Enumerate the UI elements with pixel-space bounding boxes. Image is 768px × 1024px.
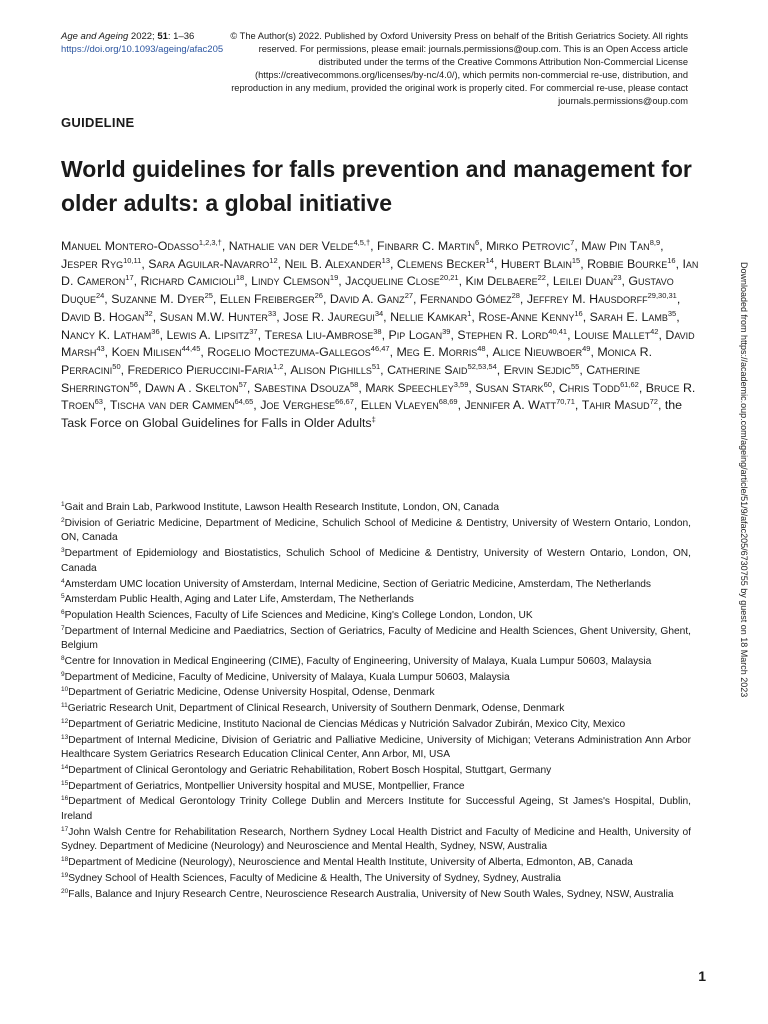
author-name: Mirko Petrovic [486, 239, 571, 253]
author-affiliation-marker: 16 [574, 308, 583, 318]
affiliation-item [61, 795, 691, 824]
author-affiliation-marker: 50 [112, 361, 121, 371]
author-name: Frederico Pieruccini-Faria [127, 362, 273, 377]
author-name: Ellen Vlaeyen [360, 398, 439, 413]
author-affiliation-marker: 28 [511, 291, 520, 301]
author-name: Tahir Masud [581, 398, 650, 413]
affiliation-number: 8 [61, 655, 65, 663]
affiliation-text: Department of Medicine, Faculty of Medicine, University of Malaya, Kuala Lumpur 50603, Malaysia [64, 671, 510, 683]
author-affiliation-marker: 26 [314, 291, 323, 301]
author-affiliation-marker: 46,47 [370, 344, 390, 354]
author-affiliation-marker: 58 [349, 379, 359, 389]
affiliation-number: 17 [61, 825, 69, 833]
affiliation-item [61, 718, 691, 733]
author-affiliation-marker: 70,71 [556, 397, 575, 407]
author-name: Chris Todd [558, 380, 621, 395]
affiliation-number: 7 [61, 624, 65, 632]
author-name: Louise Mallet [573, 327, 651, 342]
affiliation-text: Department of Geriatric Medicine, Instituto Nacional de Ciencias Médicas y Nutrición Salvador Zubirán, Mexico City, Mexico [68, 718, 626, 730]
journal-name: Age and Ageing [61, 31, 129, 42]
affiliation-number: 6 [61, 608, 65, 616]
affiliation-item [61, 702, 691, 717]
doi-link[interactable]: https://doi.org/10.1093/ageing/afac205 [61, 44, 224, 55]
author-name: Ellen Freiberger [219, 292, 315, 307]
author-name: Stephen R. Lord [457, 327, 549, 342]
author-name: Jeffrey M. Hausdorff [526, 292, 648, 307]
author-name: Rose-Anne Kenny [478, 309, 575, 324]
author-name: Richard Camicioli [140, 274, 236, 289]
author-name: Catherine Sherrington [61, 362, 641, 395]
author-affiliation-marker: 48 [477, 344, 486, 354]
author-name: Dawn A . Skelton [144, 380, 239, 395]
affiliation-number: 3 [61, 547, 65, 555]
author-affiliation-marker: 1,2,3,† [198, 238, 222, 247]
author-affiliation-marker: 33 [267, 308, 277, 318]
affiliation-number: 10 [61, 686, 69, 694]
author-affiliation-marker: 24 [95, 291, 105, 301]
affiliation-number: 4 [61, 577, 65, 585]
author-affiliation-marker: 1 [467, 308, 472, 318]
affiliation-item [61, 780, 691, 795]
page-number: 1 [698, 968, 706, 984]
author-affiliation-marker: 19 [329, 273, 339, 283]
affiliation-text: Department of Medicine (Neurology), Neuroscience and Mental Health Institute, University of Alberta, Edmonton, AB, Canada [68, 857, 633, 869]
author-name: Lewis A. Lipsitz [166, 327, 250, 342]
journal-citation [61, 30, 223, 56]
affiliation-text: Division of Geriatric Medicine, Department of Medicine, Schulich School of Medicine & Dentistry, University of Western Ontario, London, ON, Canada [61, 517, 691, 544]
author-affiliation-marker: 51 [371, 361, 381, 371]
affiliation-item [61, 517, 691, 546]
author-affiliation-marker: 43 [96, 344, 105, 354]
author-affiliation-marker: 37 [249, 326, 258, 336]
author-name: Suzanne M. Dyer [111, 292, 205, 307]
affiliation-item [61, 888, 691, 903]
author-affiliation-marker: 17 [125, 273, 134, 283]
affiliation-text: Department of Medical Gerontology Trinity College Dublin and Mercers Institute for Successful Ageing, St James's Hospital, Dublin, Ireland [61, 796, 691, 823]
author-affiliation-marker: 6 [475, 238, 480, 247]
author-name: Monica R. Perracini [61, 345, 653, 377]
affiliation-item [61, 764, 691, 779]
author-name: Alison Pighills [290, 362, 372, 377]
affiliation-item [61, 609, 691, 624]
affiliation-item [61, 625, 691, 654]
author-name: Gustavo Duque [61, 274, 674, 307]
affiliation-text: Gait and Brain Lab, Parkwood Institute, Lawson Health Research Institute, London, ON, Canada [64, 502, 499, 513]
author-name: Nancy K. Latham [61, 327, 152, 342]
author-list: Manuel Montero-Odasso$^{1,2,3,\dagger}$, Nathalie van der Velde$^{4,5,\dagger}$, Finbarr C. Martin$^6$, Mirko Petrovic$^7$, Maw Pin Tan$^{8,9}$, Jesper Ryg$^{10,11}$, Sara Aguilar-Navarro$^{12}$, Neil B. Alexander$^{13}$, Clemens Becker$^{14}$, Hubert Blain$^{15}$, Robbie Bourke$^{16}$, Ian D. Cameron$^{17}$, Richard Camicioli$^{18}$, Lindy Clemson$^{19}$, Jacqueline Close$^{20,21}$, Kim Delbaere$^{22}$, Leilei Duan$^{23}$, Gustavo Duque$^{24}$, Suzanne M. Dyer$^{25}$, Ellen Freiberger$^{26}$, David A. Ganz$^{27}$, Fernando Gómez$^{28}$, Jeffrey M. Hausdorff$^{29,30,31}$, David B. Hogan$^{32}$, Susan M.W. Hunter$^{33}$, Jose R. Jauregui$^{34}$, Nellie Kamkar$^1$, Rose-Anne Kenny$^{16}$, Sarah E. Lamb$^{35}$, Nancy K. Latham$^{36}$, Lewis A. Lipsitz$^{37}$, Teresa Liu-Ambrose$^{38}$, Pip Logan$^{39}$, Stephen R. Lord$^{40,41}$, Louise Mallet$^{42}$, David Marsh$^{43}$, Koen Milisen$^{44,45}$, Rogelio Moctezuma-Gallegos$^{46,47}$, Meg E. Morris$^{48}$, Alice Nieuwboer$^{49}$, Monica R. Perracini$^{50}$, Frederico Pieruccini-Faria$^{1,2}$, Alison Pighills$^{51}$, Catherine Said$^{52,53,54}$, Ervin Sejdic$^{55}$, Catherine Sherrington$^{56}$, Dawn A . Skelton$^{57}$, Sabestina Dsouza$^{58}$, Mark Speechley$^{3,59}$, Susan Stark$^{60}$, Chris Todd$^{61,62}$, Bruce R. Troen$^{63}$, Tischa van der Cammen$^{64,65}$, Joe Verghese$^{66,67}$, Ellen Vlaeyen$^{68,69}$, Jennifer A. Watt$^{70,71}$, Tahir Masud$^{72}$, the Task Force on Global Guidelines for Falls in Older Adults‡ [61, 238, 699, 431]
author-name: Manuel Montero-Odasso [61, 239, 199, 253]
affiliation-list [61, 501, 691, 903]
author-name: Tischa van der Cammen [109, 398, 235, 413]
affiliation-text: Department of Geriatrics, Montpellier University hospital and MUSE, Montpellier, France [68, 780, 465, 792]
author-name: Clemens Becker [396, 256, 486, 271]
affiliation-number: 14 [61, 763, 69, 771]
affiliation-item [61, 671, 691, 686]
author-name: Nathalie van der Velde [228, 239, 354, 253]
author-affiliation-marker: 35 [667, 308, 677, 318]
affiliation-text: Amsterdam UMC location University of Amsterdam, Internal Medicine, Section of Geriatric Medicine, Amsterdam, The Netherlands [64, 578, 652, 590]
author-name: Sara Aguilar-Navarro [148, 256, 270, 271]
author-affiliation-marker: 12 [269, 255, 278, 265]
affiliation-item [61, 501, 691, 516]
affiliation-item [61, 856, 691, 871]
affiliation-number: 12 [61, 717, 69, 725]
author-affiliation-marker: 63 [94, 397, 103, 407]
author-name: Nellie Kamkar [390, 309, 468, 324]
affiliation-number: 13 [61, 733, 69, 741]
author-name: Alice Nieuwboer [492, 345, 583, 360]
article-title: World guidelines for falls prevention and management for older adults: a global initiative [61, 156, 692, 216]
author-affiliation-marker: 44,45 [181, 344, 201, 354]
author-name: Meg E. Morris [396, 345, 478, 360]
affiliation-item [61, 686, 691, 701]
affiliation-item [61, 872, 691, 887]
author-name: Jennifer A. Watt [464, 398, 557, 413]
author-affiliation-marker: 8,9 [649, 238, 661, 247]
author-affiliation-marker: 42 [650, 326, 659, 336]
author-affiliation-marker: 7 [570, 238, 575, 247]
author-name: Sabestina Dsouza [253, 380, 350, 395]
author-name: David Marsh [61, 327, 695, 360]
author-affiliation-marker: 64,65 [234, 397, 254, 407]
author-affiliation-marker: 10,11 [123, 255, 142, 265]
author-name: Rogelio Moctezuma-Gallegos [207, 345, 371, 360]
author-affiliation-marker: 38 [373, 326, 382, 336]
affiliation-item [61, 734, 691, 763]
affiliation-text: Falls, Balance and Injury Research Centre, Neuroscience Research Australia, University of New South Wales, Sydney, NSW, Australia [68, 888, 674, 900]
author-name: Robbie Bourke [587, 256, 668, 271]
affiliation-number: 11 [61, 702, 68, 710]
affiliation-text: Department of Internal Medicine and Paediatrics, Section of Geriatrics, Faculty of Medicine and Health Sciences, Ghent University, Ghent, Belgium [61, 625, 691, 652]
author-name: Maw Pin Tan [581, 239, 650, 253]
author-name: Kim Delbaere [465, 274, 538, 289]
author-affiliation-marker: 72 [649, 397, 658, 407]
author-affiliation-marker: 68,69 [438, 397, 458, 407]
author-name: Jesper Ryg [61, 256, 124, 271]
affiliation-number: 5 [61, 593, 65, 601]
affiliation-text: Geriatric Research Unit, Department of Clinical Research, University of Southern Denmark, Odense, Denmark [67, 703, 565, 715]
author-affiliation-marker: 27 [404, 291, 414, 301]
author-affiliation-marker: 52,53,54 [467, 361, 497, 371]
author-affiliation-marker: 4,5,† [353, 238, 371, 247]
author-affiliation-marker: 14 [485, 255, 494, 265]
author-name: David B. Hogan [61, 309, 145, 324]
affiliation-item [61, 655, 691, 670]
affiliation-number: 2 [61, 516, 65, 524]
author-affiliation-marker: 13 [381, 255, 391, 265]
journal-volume: 51 [157, 31, 168, 42]
author-name: Mark Speechley [365, 380, 454, 395]
journal-year: 2022; [130, 31, 158, 42]
affiliation-item [61, 547, 691, 576]
affiliation-number: 19 [61, 871, 69, 879]
author-affiliation-marker: 22 [537, 273, 546, 283]
author-affiliation-marker: 40,41 [548, 326, 568, 336]
author-affiliation-marker: 61,62 [620, 379, 639, 389]
author-name: Neil B. Alexander [284, 256, 382, 271]
author-name: Jacqueline Close [345, 274, 440, 289]
author-affiliation-marker: 32 [144, 308, 153, 318]
journal-pages: : 1–36 [167, 31, 195, 42]
author-name: Susan Stark [475, 380, 544, 395]
author-affiliation-marker: 3,59 [453, 379, 469, 389]
affiliation-text: Department of Geriatric Medicine, Odense University Hospital, Odense, Denmark [68, 687, 435, 699]
task-force-marker: ‡ [371, 415, 376, 425]
author-name: Ervin Sejdic [503, 362, 571, 377]
author-affiliation-marker: 20,21 [439, 273, 459, 283]
affiliation-number: 1 [61, 501, 65, 508]
author-name: Bruce R. Troen [61, 380, 696, 413]
author-name: Ian D. Cameron [61, 256, 699, 289]
author-affiliation-marker: 25 [204, 291, 213, 301]
author-affiliation-marker: 15 [571, 255, 581, 265]
affiliation-number: 16 [61, 795, 69, 803]
author-affiliation-marker: 1,2 [273, 361, 284, 371]
author-name: Finbarr C. Martin [377, 239, 476, 253]
download-watermark: Downloaded from https://academic.oup.com/ageing/article/51/9/afac205/6730755 by guest on 18 March 2023 [739, 262, 749, 698]
affiliation-text: John Walsh Centre for Rehabilitation Research, Northern Sydney Local Health District and Faculty of Medicine and Health, University of Sydney. Department of Medicine (Neurology) and Neuroscience and Mental Health, Sydney, NSW, Australia [61, 826, 691, 853]
author-name: Joe Verghese [260, 398, 336, 413]
section-label: GUIDELINE [61, 115, 135, 130]
affiliation-text: Amsterdam Public Health, Aging and Later Life, Amsterdam, The Netherlands [64, 594, 414, 606]
author-affiliation-marker: 39 [442, 326, 451, 336]
affiliation-item [61, 593, 691, 608]
author-affiliation-marker: 60 [543, 379, 552, 389]
affiliation-text: Department of Internal Medicine, Division of Geriatric and Palliative Medicine, University of Michigan; Veterans Administration Ann Arbor Healthcare System Geriatrics Research Education Clinical Center, Ann Arbor, MI, USA [61, 734, 691, 761]
affiliation-text: Centre for Innovation in Medical Engineering (CIME), Faculty of Engineering, University of Malaya, Kuala Lumpur 50603, Malaysia [64, 656, 652, 668]
affiliation-number: 20 [61, 887, 69, 895]
author-name: Sarah E. Lamb [589, 309, 668, 324]
author-name: Jose R. Jauregui [283, 309, 375, 324]
author-affiliation-marker: 49 [582, 344, 591, 354]
author-name: Pip Logan [388, 327, 443, 342]
affiliation-item [61, 826, 691, 855]
author-name: Fernando Gómez [419, 292, 512, 307]
affiliation-number: 9 [61, 670, 65, 678]
author-affiliation-marker: 16 [667, 255, 676, 265]
author-name: Susan M.W. Hunter [159, 309, 268, 324]
affiliation-number: 18 [61, 856, 69, 864]
author-name: Lindy Clemson [251, 274, 330, 289]
author-name: Leilei Duan [552, 274, 614, 289]
author-affiliation-marker: 57 [238, 379, 247, 389]
copyright-notice: © The Author(s) 2022. Published by Oxford University Press on behalf of the British Geriatrics Society. All rights reserved. For permissions, please email: journals.permissions@oup.com. This is an Open Access article distributed under the terms of the Creative Commons Attribution Non-Commercial License (https://creativecommons.org/licenses/by-nc/4.0/), which permits non-commercial re-use, distribution, and reproduction in any medium, provided the original work is properly cited. For commercial re-use, please contact journals.permissions@oup.com [230, 31, 688, 106]
author-affiliation-marker: 23 [613, 273, 622, 283]
affiliation-text: Department of Epidemiology and Biostatistics, Schulich School of Medicine & Dentistry, University of Western Ontario, London, ON, Canada [61, 548, 691, 574]
author-name: Hubert Blain [500, 256, 572, 271]
affiliation-text: Department of Clinical Gerontology and Geriatric Rehabilitation, Robert Bosch Hospital, Stuttgart, Germany [68, 764, 552, 776]
author-affiliation-marker: 56 [129, 379, 138, 389]
affiliation-text: Population Health Sciences, Faculty of Life Sciences and Medicine, King's College London, London, UK [64, 609, 533, 621]
author-name: Catherine Said [387, 362, 468, 377]
author-name: Koen Milisen [111, 345, 182, 360]
affiliation-number: 15 [61, 779, 69, 787]
author-name: David A. Ganz [329, 292, 405, 307]
author-affiliation-marker: 66,67 [335, 397, 354, 407]
author-affiliation-marker: 36 [151, 326, 160, 336]
author-affiliation-marker: 34 [374, 308, 384, 318]
author-affiliation-marker: 29,30,31 [647, 291, 677, 301]
author-affiliation-marker: 55 [570, 361, 580, 371]
author-name: Teresa Liu-Ambrose [264, 327, 374, 342]
affiliation-item [61, 578, 691, 593]
affiliation-text: Sydney School of Health Sciences, Faculty of Medicine & Health, The University of Sydney, Sydney, Australia [68, 872, 561, 884]
task-force-credit: , the Task Force on Global Guidelines for Falls in Older Adults [61, 398, 683, 431]
author-affiliation-marker: 18 [235, 273, 245, 283]
